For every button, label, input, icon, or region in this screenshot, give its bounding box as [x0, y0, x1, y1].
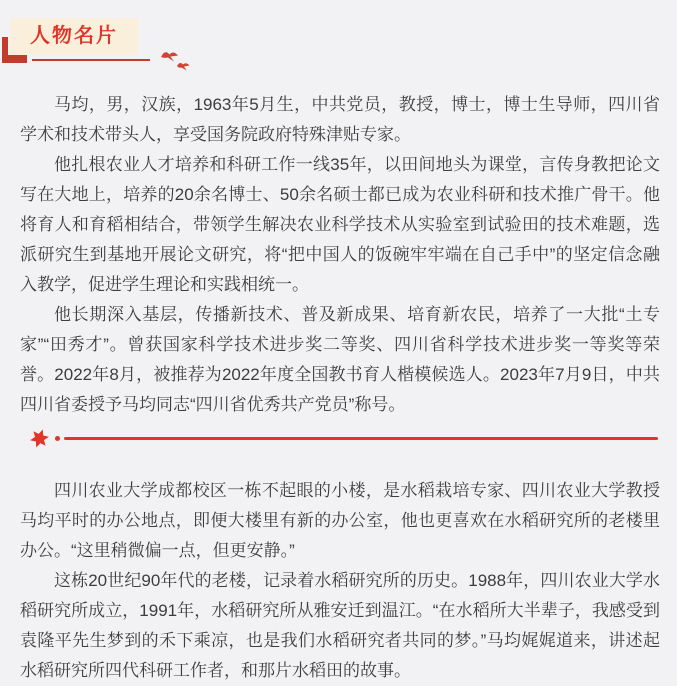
story-paragraph: 四川农业大学成都校区一栋不起眼的小楼，是水稻栽培专家、四川农业大学教授马均平时的办公地点，即便大楼里有新的办公室，他也更喜欢在水稻研究所的老楼里办公。“这里稍微偏一点，但更安静。”	[20, 481, 660, 560]
section-header	[0, 0, 677, 80]
star-divider	[30, 428, 658, 448]
story-paragraph: 这栋20世纪90年代的老楼，记录着水稻研究所的历史。1988年，四川农业大学水稻研究所成立，1991年，水稻研究所从雅安迁到温江。“在水稻所大半辈子，我感受到袁隆平先生梦到的禾下乘凉，也是我们水稻研究者共同的梦。”马均娓娓道来，讲述起水稻研究所四代科研工作者，和那片水稻田的故事。	[20, 571, 660, 680]
flying-birds-icon	[160, 48, 194, 74]
title-underline-decoration	[32, 59, 150, 61]
story-section	[0, 476, 677, 686]
profile-section	[0, 90, 677, 420]
divider-dot	[55, 436, 60, 441]
star-icon	[30, 429, 49, 448]
divider-line	[64, 437, 658, 440]
profile-paragraph: 马均，男，汉族，1963年5月生，中共党员，教授，博士，博士生导师，四川省学术和技术带头人，享受国务院政府特殊津贴专家。	[20, 95, 660, 144]
section-title: 人物名片	[30, 25, 118, 47]
section-title-box	[10, 18, 138, 55]
profile-paragraph: 他扎根农业人才培养和科研工作一线35年，以田间地头为课堂，言传身教把论文写在大地上，培养的20余名博士、50余名硕士都已成为农业科研和技术推广骨干。他将育人和育稻相结合，带领学生解决农业科学技术从实验室到试验田的技术难题，选派研究生到基地开展论文研究，将“把中国人的饭碗牢牢端在自己手中”的坚定信念融入教学，促进学生理论和实践相统一。	[20, 155, 660, 294]
profile-paragraph: 他长期深入基层，传播新技术、普及新成果、培育新农民，培养了一大批“土专家”“田秀才”。曾获国家科学技术进步奖二等奖、四川省科学技术进步奖一等奖等荣誉。2022年8月，被推荐为2022年度全国教书育人楷模候选人。2023年7月9日，中共四川省委授予马均同志“四川省优秀共产党员”称号。	[20, 305, 660, 414]
